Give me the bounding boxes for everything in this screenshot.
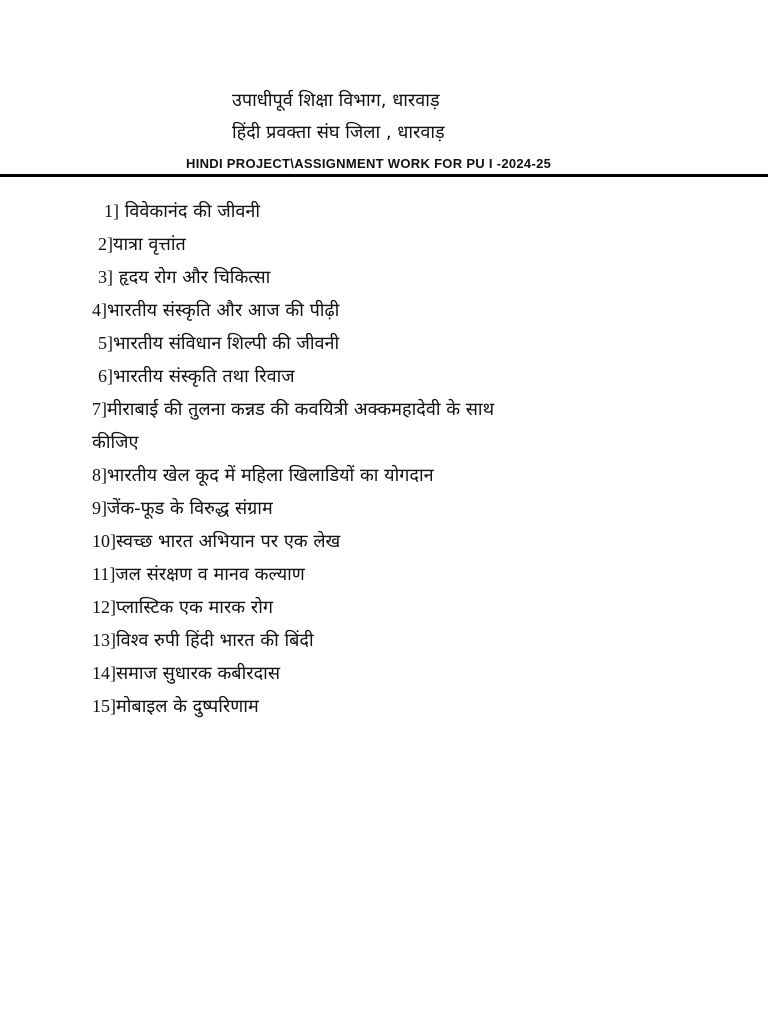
item-text: हृदय रोग और चिकित्सा [113, 267, 271, 288]
list-item [92, 627, 314, 654]
list-item [98, 363, 295, 390]
list-item [92, 594, 273, 621]
document-subtitle: HINDI PROJECT\ASSIGNMENT WORK FOR PU I -2024-25 [186, 156, 552, 171]
item-text: भारतीय खेल कूद में महिला खिलाडियों का योगदान [107, 465, 434, 486]
item-number: 10] [92, 531, 116, 551]
item-number: 8] [92, 465, 107, 485]
item-number: 5] [98, 333, 113, 353]
item-text: यात्रा वृत्तांत [113, 234, 186, 255]
item-number: 7] [92, 399, 107, 419]
list-item [92, 495, 273, 522]
list-item [92, 462, 434, 489]
item-number: 11] [92, 564, 116, 584]
item-number: 4] [92, 300, 107, 320]
list-item [98, 264, 270, 291]
item-text: कीजिए [92, 432, 139, 453]
item-text: विश्व रुपी हिंदी भारत की बिंदी [116, 630, 314, 651]
item-number: 9] [92, 498, 107, 518]
item-number: 13] [92, 630, 116, 650]
list-item [98, 231, 186, 258]
item-number: 6] [98, 366, 113, 386]
item-number: 1] [104, 201, 119, 221]
list-item [104, 198, 260, 225]
department-title: उपाधीपूर्व शिक्षा विभाग, धारवाड़ [232, 90, 440, 111]
item-number: 12] [92, 597, 116, 617]
header-divider [0, 174, 768, 177]
item-text: भारतीय संस्कृति तथा रिवाज [113, 366, 295, 387]
item-text: मीराबाई की तुलना कन्नड की कवयित्री अक्कमहादेवी के साथ [107, 399, 495, 420]
list-item [92, 429, 138, 456]
item-text: प्लास्टिक एक मारक रोग [116, 597, 274, 618]
list-item [92, 396, 494, 423]
list-item [92, 297, 339, 324]
item-number: 15] [92, 696, 116, 716]
item-text: जेंक-फूड के विरुद्ध संग्राम [107, 498, 273, 519]
item-text: जल संरक्षण व मानव कल्याण [115, 564, 305, 585]
list-item [92, 660, 280, 687]
list-item [92, 528, 340, 555]
list-item [98, 330, 339, 357]
association-title: हिंदी प्रवक्ता संघ जिला , धारवाड़ [232, 122, 445, 143]
item-text: मोबाइल के दुष्परिणाम [116, 696, 259, 717]
item-text: स्वच्छ भारत अभियान पर एक लेख [116, 531, 341, 552]
item-text: विवेकानंद की जीवनी [119, 201, 261, 222]
item-number: 14] [92, 663, 116, 683]
list-item [92, 693, 259, 720]
item-number: 2] [98, 234, 113, 254]
item-text: भारतीय संविधान शिल्पी की जीवनी [113, 333, 340, 354]
list-item [92, 561, 305, 588]
item-text: समाज सुधारक कबीरदास [116, 663, 280, 684]
item-text: भारतीय संस्कृति और आज की पीढ़ी [107, 300, 340, 321]
item-number: 3] [98, 267, 113, 287]
